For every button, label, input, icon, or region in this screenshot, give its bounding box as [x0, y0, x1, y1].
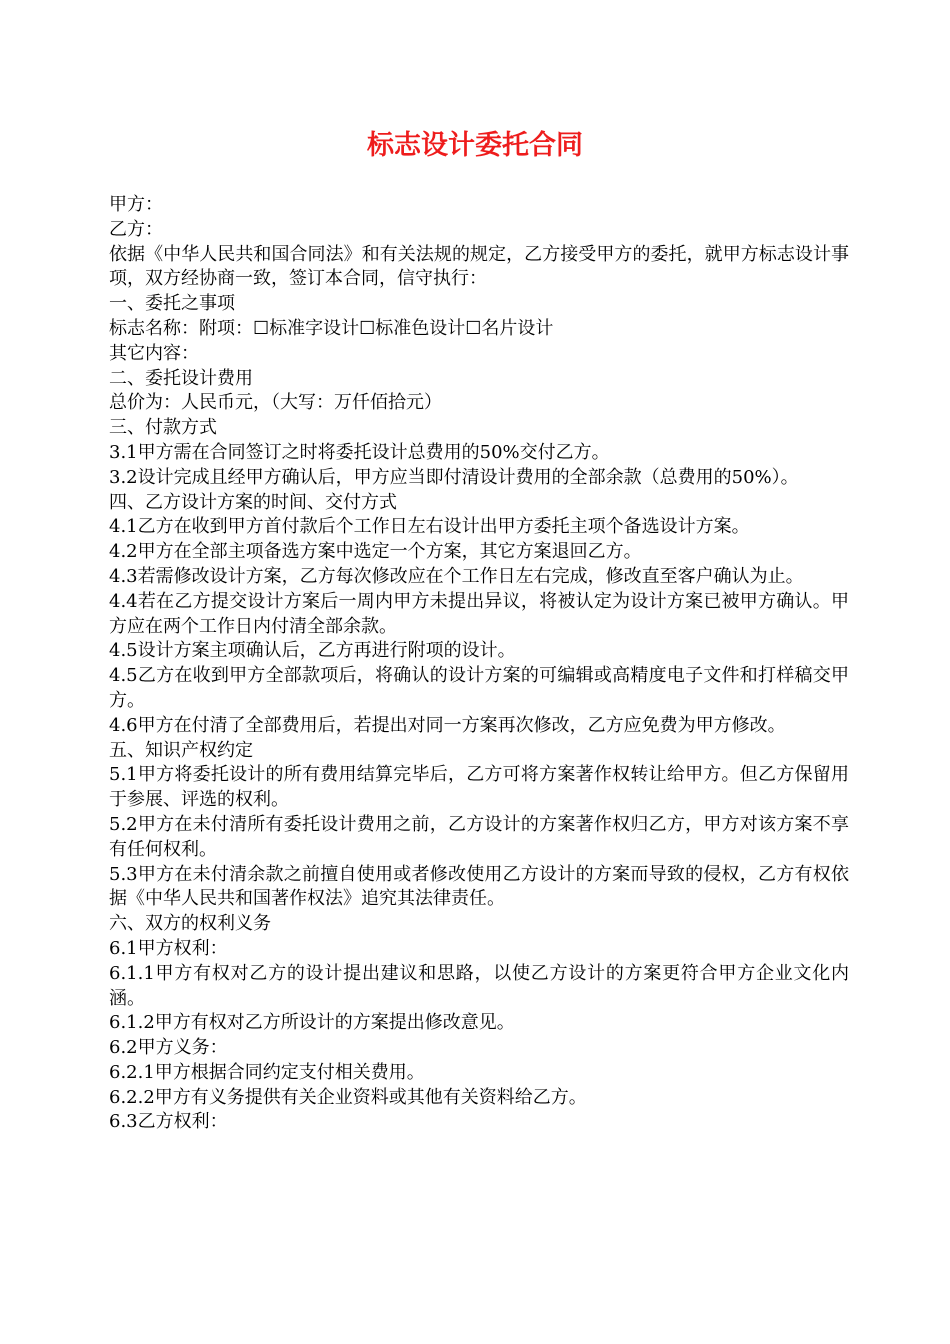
- paragraph: 6.1.1甲方有权对乙方的设计提出建议和思路，以使乙方设计的方案更符合甲方企业文化内涵。: [109, 962, 849, 1009]
- paragraph: 6.2甲方义务：: [109, 1037, 228, 1059]
- paragraph: 一、委托之事项: [109, 293, 235, 315]
- paragraph: 6.2.1甲方根据合同约定支付相关费用。: [109, 1061, 425, 1083]
- paragraph: 4.4若在乙方提交设计方案后一周内甲方未提出异议，将被认定为设计方案已被甲方确认。甲方应在两个工作日内付清全部余款。: [109, 590, 849, 637]
- paragraph: 四、乙方设计方案的时间、交付方式: [109, 491, 397, 513]
- paragraph: 五、知识产权约定: [109, 739, 253, 761]
- paragraph: 4.5乙方在收到甲方全部款项后，将确认的设计方案的可编辑或高精度电子文件和打样稿交甲方。: [109, 665, 849, 711]
- paragraph: 4.2甲方在全部主项备选方案中选定一个方案，其它方案退回乙方。: [109, 541, 642, 563]
- paragraph: 4.6甲方在付清了全部费用后，若提出对同一方案再次修改，乙方应免费为甲方修改。: [109, 714, 786, 736]
- paragraph: 4.5设计方案主项确认后，乙方再进行附项的设计。: [109, 640, 516, 662]
- paragraph: 依据《中华人民共和国合同法》和有关法规的规定，乙方接受甲方的委托，就甲方标志设计事项，双方经协商一致，签订本合同，信守执行：: [109, 243, 849, 290]
- paragraph: 5.1甲方将委托设计的所有费用结算完毕后，乙方可将方案著作权转让给甲方。但乙方保留用于参展、评选的权利。: [109, 764, 849, 811]
- paragraph: 4.1乙方在收到甲方首付款后个工作日左右设计出甲方委托主项个备选设计方案。: [109, 516, 750, 538]
- paragraph: 三、付款方式: [109, 417, 217, 439]
- document-title: 标志设计委托合同: [367, 130, 583, 161]
- paragraph: 其它内容：: [109, 342, 199, 364]
- paragraph: 标志名称：附项：☐标准字设计☐标准色设计☐名片设计: [109, 317, 554, 339]
- paragraph: 6.3乙方权利：: [109, 1111, 228, 1133]
- paragraph: 6.2.2甲方有义务提供有关企业资料或其他有关资料给乙方。: [109, 1086, 587, 1108]
- paragraph: 甲方：: [109, 194, 163, 215]
- paragraph: 六、双方的权利义务: [109, 913, 271, 935]
- paragraph: 乙方：: [109, 218, 163, 240]
- document-body: [109, 193, 849, 1135]
- paragraph: 总价为：人民币元，（大写：万仟佰拾元）: [109, 392, 442, 414]
- paragraph: 5.3甲方在未付清余款之前擅自使用或者修改使用乙方设计的方案而导致的侵权，乙方有权依据《中华人民共和国著作权法》追究其法律责任。: [109, 863, 849, 910]
- paragraph: 5.2甲方在未付清所有委托设计费用之前，乙方设计的方案著作权归乙方，甲方对该方案不享有任何权利。: [109, 813, 849, 860]
- paragraph: 3.1甲方需在合同签订之时将委托设计总费用的50%交付乙方。: [109, 441, 610, 463]
- paragraph: 3.2设计完成且经甲方确认后，甲方应当即付清设计费用的全部余款（总费用的50%）。: [109, 466, 799, 488]
- paragraph: 二、委托设计费用: [109, 367, 253, 389]
- paragraph: 6.1甲方权利：: [109, 937, 228, 959]
- paragraph: 4.3若需修改设计方案，乙方每次修改应在个工作日左右完成，修改直至客户确认为止。: [109, 565, 804, 587]
- paragraph: 6.1.2甲方有权对乙方所设计的方案提出修改意见。: [109, 1012, 515, 1034]
